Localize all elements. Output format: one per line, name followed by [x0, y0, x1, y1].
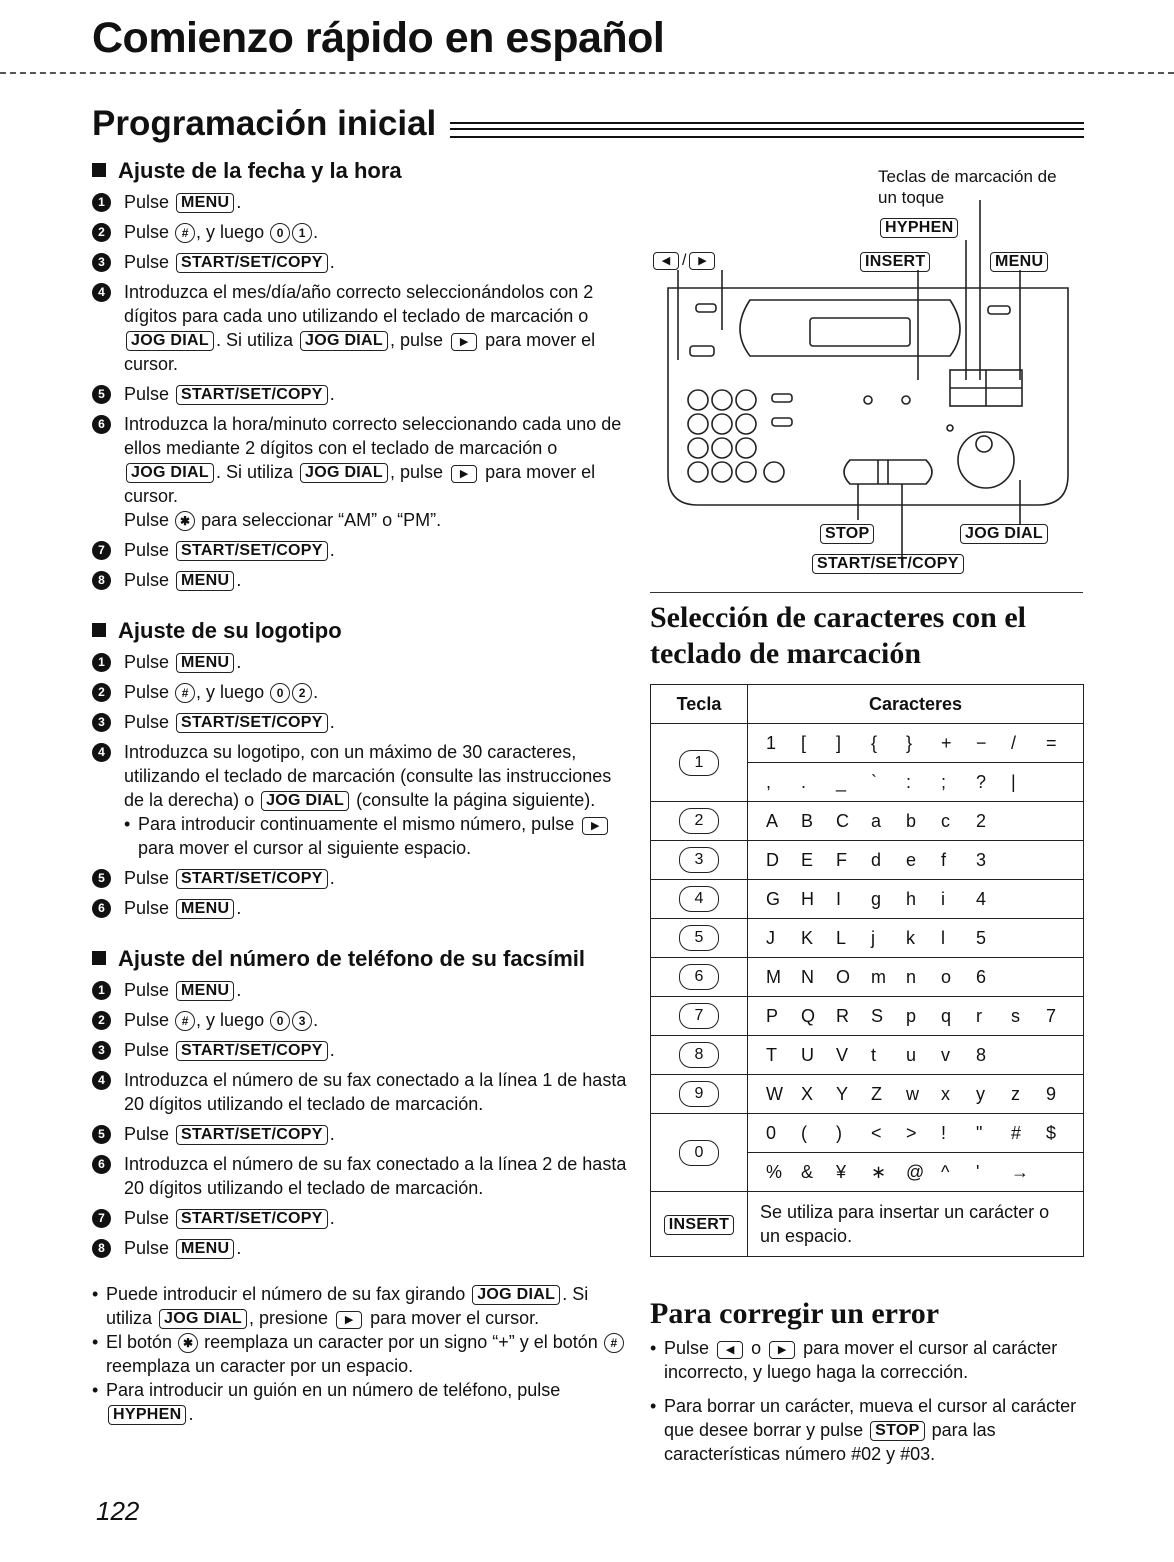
section-rule [450, 122, 1084, 138]
hash-key: # [604, 1333, 624, 1353]
fax-step-4: 4 Introduzca el número de su fax conectado a la línea 1 de hasta 20 dígitos utilizando el teclado de marcación. [92, 1068, 632, 1116]
left-arrow-key-icon: ◀ [653, 252, 679, 270]
character: l [941, 927, 945, 948]
character: o [941, 966, 952, 987]
character: d [871, 849, 882, 870]
menu-key: MENU [176, 193, 234, 213]
notes [92, 1282, 632, 1426]
hyphen-key: HYPHEN [108, 1405, 186, 1425]
note-jog-dial: • Puede introducir el número de su fax girando JOG DIAL . Si utiliza JOG DIAL , presione ▶ para mover el cursor. [92, 1282, 632, 1330]
character: z [1011, 1083, 1020, 1104]
character: − [976, 732, 987, 753]
start-key: START/SET/COPY [176, 1041, 328, 1061]
character: ) [836, 1122, 842, 1143]
character: j [871, 927, 875, 948]
fax-step-7: 7 Pulse START/SET/COPY . [92, 1206, 632, 1230]
note-hyphen: • Para introducir un guión en un número de teléfono, pulse HYPHEN . [92, 1378, 632, 1426]
digit-3-key: 3 [292, 1011, 312, 1031]
dial-key-4-icon: 4 [679, 886, 719, 912]
dial-key-3-icon: 3 [679, 847, 719, 873]
character: Q [801, 1005, 816, 1026]
character: ? [976, 771, 987, 792]
dial-key-6-icon: 6 [679, 964, 719, 990]
jog-dial-key: JOG DIAL [300, 463, 388, 483]
dial-key-1-icon: 1 [679, 750, 719, 776]
page-title: Comienzo rápido en español [92, 14, 665, 62]
character: A [766, 810, 779, 831]
character: I [836, 888, 842, 909]
character: N [801, 966, 814, 987]
menu-key: MENU [990, 252, 1048, 272]
star-key: ✱ [175, 511, 195, 531]
jog-dial-key: JOG DIAL [261, 791, 349, 811]
jog-dial-key: JOG DIAL [126, 331, 214, 351]
character: 7 [1046, 1005, 1057, 1026]
character: v [941, 1044, 950, 1065]
character: y [976, 1083, 985, 1104]
table-row [651, 841, 1084, 880]
character: L [836, 927, 847, 948]
start-key: START/SET/COPY [176, 869, 328, 889]
date-step-4: 4 Introduzca el mes/día/año correcto seleccionándolos con 2 dígitos para cada uno utilizando el teclado de marcación o JOG DIAL . Si utiliza JOG DIAL , pulse ▶ para mover el cursor. [92, 280, 632, 376]
column-header-key: Tecla [651, 685, 748, 724]
menu-key: MENU [176, 1239, 234, 1259]
character: f [941, 849, 947, 870]
character: R [836, 1005, 849, 1026]
right-arrow-key-icon: ▶ [451, 333, 477, 351]
character: 0 [766, 1122, 777, 1143]
character: ¥ [836, 1161, 847, 1182]
right-divider [650, 592, 1083, 593]
digit-0-key: 0 [270, 1011, 290, 1031]
fax-step-5: 5 Pulse START/SET/COPY . [92, 1122, 632, 1146]
character: 1 [766, 732, 777, 753]
table-row [651, 919, 1084, 958]
column-header-characters: Caracteres [748, 685, 1084, 724]
characters-cell [748, 880, 1084, 919]
character: ` [871, 771, 877, 792]
dial-key-0-icon: 0 [679, 1140, 719, 1166]
table-row [651, 1114, 1084, 1153]
fix-error-heading: Para corregir un error [650, 1297, 940, 1330]
characters-cell [748, 724, 1084, 763]
left-arrow-key-icon: ◀ [717, 1341, 743, 1359]
character: P [766, 1005, 779, 1026]
character: + [941, 732, 952, 753]
start-key: START/SET/COPY [176, 541, 328, 561]
jog-dial-key: JOG DIAL [300, 331, 388, 351]
one-touch-label: Teclas de marcación de un toque [878, 167, 1057, 207]
character: % [766, 1161, 783, 1182]
characters-cell [748, 958, 1084, 997]
character: c [941, 810, 950, 831]
fax-panel-drawing [650, 160, 1090, 580]
character: u [906, 1044, 917, 1065]
start-key: START/SET/COPY [176, 253, 328, 273]
character: T [766, 1044, 777, 1065]
fax-step-3: 3 Pulse START/SET/COPY . [92, 1038, 632, 1062]
character: 2 [976, 810, 987, 831]
date-time-heading: Ajuste de la fecha y la hora [92, 158, 632, 184]
characters-table [650, 684, 1084, 1257]
insert-key: INSERT [860, 252, 930, 272]
character: W [766, 1083, 783, 1104]
fax-panel-diagram [650, 160, 1090, 580]
digit-1-key: 1 [292, 223, 312, 243]
character: = [1046, 732, 1057, 753]
character: s [1011, 1005, 1020, 1026]
character: q [941, 1005, 952, 1026]
character: H [801, 888, 814, 909]
characters-cell [748, 919, 1084, 958]
character: ( [801, 1122, 807, 1143]
fix-bullet-1: • Pulse ◀ o ▶ para mover el cursor al carácter incorrecto, y luego haga la corrección. [650, 1336, 1080, 1384]
table-row-insert [651, 1192, 1084, 1257]
character: & [801, 1161, 814, 1182]
key-cell [651, 1192, 748, 1257]
characters-cell [748, 1075, 1084, 1114]
digit-0-key: 0 [270, 683, 290, 703]
right-arrow-key-icon: ▶ [689, 252, 715, 270]
character: → [1011, 1161, 1029, 1182]
character: . [801, 771, 807, 792]
logo-step-4: 4 Introduzca su logotipo, con un máximo de 30 caracteres, utilizando el teclado de marcación (consulte las instrucciones de la derecha) o JOG DIAL (consulte la página siguiente). • Para introducir continuamente el mismo número, pulse ▶ para mover el cursor al siguiente espacio. [92, 740, 632, 860]
character: 4 [976, 888, 987, 909]
table-row [651, 880, 1084, 919]
character: g [871, 888, 882, 909]
dial-key-9-icon: 9 [679, 1081, 719, 1107]
page-number: 122 [96, 1496, 140, 1526]
date-step-6: 6 Introduzca la hora/minuto correcto seleccionando cada uno de ellos mediante 2 dígitos con el teclado de marcación o JOG DIAL . Si utiliza JOG DIAL , pulse ▶ para mover el cursor. Pulse ✱ para seleccionar “AM” o “PM”. [92, 412, 632, 532]
characters-heading: Selección de caracteres con el teclado de marcación [650, 601, 1026, 670]
logo-step-6: 6 Pulse MENU . [92, 896, 632, 920]
character: C [836, 810, 849, 831]
jog-dial-key: JOG DIAL [472, 1285, 560, 1305]
start-key: START/SET/COPY [176, 1209, 328, 1229]
right-arrow-key-icon: ▶ [451, 465, 477, 483]
character: B [801, 810, 814, 831]
character: ] [836, 732, 842, 753]
character: a [871, 810, 882, 831]
character: 6 [976, 966, 987, 987]
star-key: ✱ [178, 1333, 198, 1353]
fax-step-2: 2 Pulse # , y luego 0 3 . [92, 1008, 632, 1032]
right-arrow-key-icon: ▶ [769, 1341, 795, 1359]
digit-0-key: 0 [270, 223, 290, 243]
fax-number-heading: Ajuste del número de teléfono de su facsímil [92, 946, 632, 972]
key-cell [651, 724, 748, 802]
character: V [836, 1044, 849, 1065]
character: m [871, 966, 886, 987]
characters-cell [748, 1114, 1084, 1153]
character: h [906, 888, 917, 909]
characters-cell [748, 997, 1084, 1036]
key-cell [651, 1075, 748, 1114]
logo-step-1: 1 Pulse MENU . [92, 650, 632, 674]
character: G [766, 888, 781, 909]
logo-step-3: 3 Pulse START/SET/COPY . [92, 710, 632, 734]
character: D [766, 849, 779, 870]
character: e [906, 849, 917, 870]
character: # [1011, 1122, 1022, 1143]
key-cell [651, 958, 748, 997]
character: _ [836, 771, 847, 792]
insert-key: INSERT [664, 1215, 734, 1235]
section-title: Programación inicial [92, 104, 437, 143]
table-header-row [651, 685, 1084, 724]
character: i [941, 888, 945, 909]
character: ∗ [871, 1161, 887, 1182]
character: S [871, 1005, 884, 1026]
date-step-5: 5 Pulse START/SET/COPY . [92, 382, 632, 406]
character: 9 [1046, 1083, 1057, 1104]
character: w [906, 1083, 919, 1104]
character: X [801, 1083, 814, 1104]
character: [ [801, 732, 807, 753]
key-cell [651, 1114, 748, 1192]
right-arrow-key-icon: ▶ [336, 1311, 362, 1329]
fix-error-body [650, 1336, 1080, 1476]
key-cell [651, 997, 748, 1036]
character: $ [1046, 1122, 1057, 1143]
hash-key: # [175, 223, 195, 243]
character: p [906, 1005, 917, 1026]
character: ; [941, 771, 947, 792]
date-step-3: 3 Pulse START/SET/COPY . [92, 250, 632, 274]
date-step-8: 8 Pulse MENU . [92, 568, 632, 592]
character: 3 [976, 849, 987, 870]
character: @ [906, 1161, 925, 1182]
date-step-1: 1 Pulse MENU . [92, 190, 632, 214]
dial-key-5-icon: 5 [679, 925, 719, 951]
fix-bullet-2: • Para borrar un carácter, mueva el cursor al carácter que desee borrar y pulse STOP para las características número #02 y #03. [650, 1394, 1080, 1466]
character: r [976, 1005, 982, 1026]
hash-key: # [175, 1011, 195, 1031]
character: , [766, 771, 772, 792]
table-row [651, 802, 1084, 841]
jog-dial-key: JOG DIAL [159, 1309, 247, 1329]
table-row [651, 958, 1084, 997]
stop-key: STOP [870, 1421, 924, 1441]
key-cell [651, 1036, 748, 1075]
character-rows [651, 724, 1084, 1192]
table-row [651, 1075, 1084, 1114]
fax-step-6: 6 Introduzca el número de su fax conectado a la línea 2 de hasta 20 dígitos utilizando el teclado de marcación. [92, 1152, 632, 1200]
character: O [836, 966, 851, 987]
character: E [801, 849, 814, 870]
table-row [651, 724, 1084, 763]
character: { [871, 732, 878, 753]
character: 5 [976, 927, 987, 948]
dial-key-2-icon: 2 [679, 808, 719, 834]
stop-key: STOP [820, 524, 874, 544]
menu-key: MENU [176, 981, 234, 1001]
table-row [651, 997, 1084, 1036]
character: 8 [976, 1044, 987, 1065]
left-column [92, 158, 632, 1426]
start-key: START/SET/COPY [176, 1125, 328, 1145]
character: ! [941, 1122, 947, 1143]
character: : [906, 771, 912, 792]
note-star-hash: • El botón ✱ reemplaza un caracter por un signo “+” y el botón # reemplaza un caracter por un espacio. [92, 1330, 632, 1378]
character: J [766, 927, 775, 948]
characters-cell [748, 1153, 1084, 1192]
character: K [801, 927, 814, 948]
fax-step-1: 1 Pulse MENU . [92, 978, 632, 1002]
dial-key-7-icon: 7 [679, 1003, 719, 1029]
logo-bullet: • Para introducir continuamente el mismo número, pulse ▶ para mover el cursor al siguiente espacio. [124, 812, 632, 860]
character: b [906, 810, 917, 831]
character: ^ [941, 1161, 950, 1182]
title-rule [0, 72, 1174, 74]
start-key: START/SET/COPY [176, 385, 328, 405]
logo-step-2: 2 Pulse # , y luego 0 2 . [92, 680, 632, 704]
character: / [1011, 732, 1017, 753]
character: > [906, 1122, 917, 1143]
character: Y [836, 1083, 849, 1104]
character: t [871, 1044, 877, 1065]
start-key: START/SET/COPY [812, 554, 964, 574]
dial-key-8-icon: 8 [679, 1042, 719, 1068]
logo-step-5: 5 Pulse START/SET/COPY . [92, 866, 632, 890]
character: k [906, 927, 915, 948]
date-step-2: 2 Pulse # , y luego 0 1 . [92, 220, 632, 244]
table-row [651, 1036, 1084, 1075]
character: < [871, 1122, 882, 1143]
character: x [941, 1083, 950, 1104]
key-cell [651, 880, 748, 919]
characters-cell [748, 802, 1084, 841]
character: ' [976, 1161, 980, 1182]
menu-key: MENU [176, 653, 234, 673]
character: F [836, 849, 847, 870]
key-cell [651, 802, 748, 841]
character: | [1011, 771, 1016, 792]
right-arrow-key-icon: ▶ [582, 817, 608, 835]
fax-step-8: 8 Pulse MENU . [92, 1236, 632, 1260]
jog-dial-key: JOG DIAL [126, 463, 214, 483]
character: n [906, 966, 917, 987]
jog-dial-key: JOG DIAL [960, 524, 1048, 544]
menu-key: MENU [176, 899, 234, 919]
character: " [976, 1122, 983, 1143]
key-cell [651, 919, 748, 958]
characters-cell [748, 841, 1084, 880]
hash-key: # [175, 683, 195, 703]
hyphen-key: HYPHEN [880, 218, 958, 238]
key-cell [651, 841, 748, 880]
arrow-keys: ◀ / ▶ [650, 252, 718, 270]
date-step-7: 7 Pulse START/SET/COPY . [92, 538, 632, 562]
logo-heading: Ajuste de su logotipo [92, 618, 632, 644]
characters-cell [748, 763, 1084, 802]
character: U [801, 1044, 814, 1065]
character: Z [871, 1083, 882, 1104]
start-key: START/SET/COPY [176, 713, 328, 733]
digit-2-key: 2 [292, 683, 312, 703]
menu-key: MENU [176, 571, 234, 591]
insert-description: Se utiliza para insertar un carácter o un espacio. [748, 1192, 1084, 1257]
characters-cell [748, 1036, 1084, 1075]
character: } [906, 732, 913, 753]
character: M [766, 966, 781, 987]
